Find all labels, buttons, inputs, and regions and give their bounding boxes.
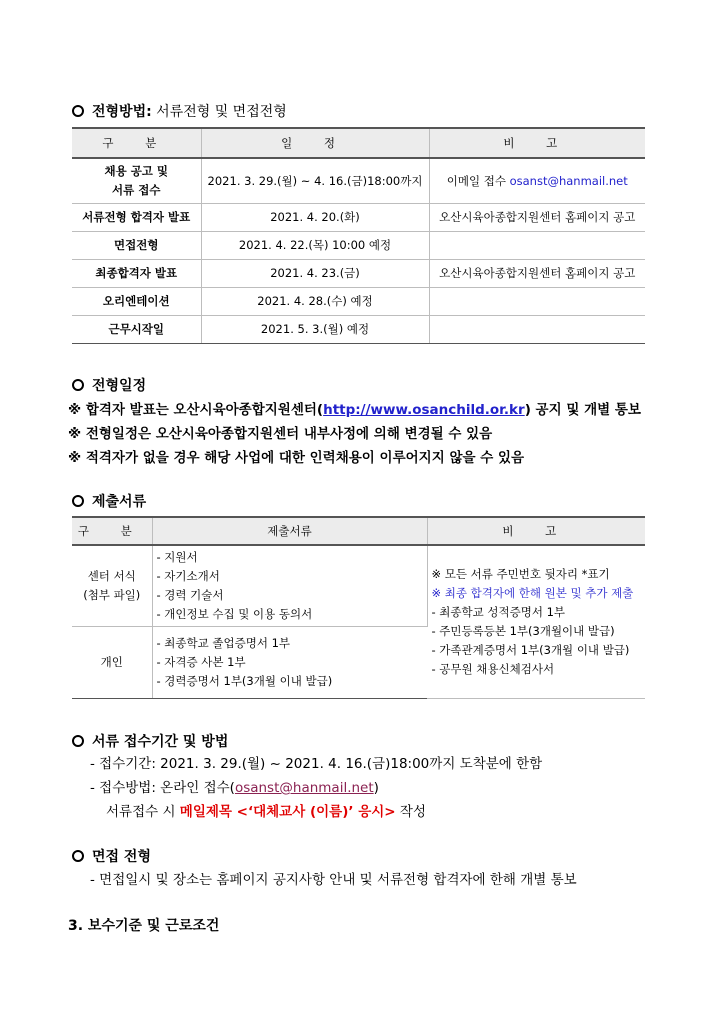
table-row [72, 545, 645, 626]
row-note [429, 231, 645, 259]
schedule-note-3: ※ 적격자가 없을 경우 해당 사업에 대한 인력채용이 이루어지지 않을 수 있음 [68, 450, 525, 466]
row-label: 근무시작일 [72, 315, 201, 343]
row-note: 오산시육아종합지원센터 홈페이지 공고 [429, 203, 645, 231]
header-category: 구 분 [72, 517, 152, 545]
email-link[interactable]: osanst@hanmail.net [234, 780, 374, 796]
header-schedule: 일 정 [201, 128, 429, 158]
list-item: - 지원서 [156, 549, 198, 564]
row-date: 2021. 4. 22.(목) 10:00 예정 [201, 231, 429, 259]
table-row [72, 315, 645, 343]
row-label: 최종합격자 발표 [72, 259, 201, 287]
remarks-cell [427, 545, 645, 698]
list-item: - 경력 기술서 [156, 587, 224, 602]
table-header-row [72, 128, 645, 158]
website-link[interactable]: http://www.osanchild.or.kr [323, 402, 525, 418]
circle-bullet-icon [72, 379, 84, 391]
email-link[interactable]: osanst@hanmail.net [509, 173, 628, 188]
remark-item: ※ 최종 합격자에 한해 원본 및 추가 제출 [431, 585, 634, 600]
table-row [72, 287, 645, 315]
table-row [72, 231, 645, 259]
submission-subject-note: 서류접수 시 메일제목 <‘대체교사 (이름)’ 응시> 작성 [106, 804, 426, 820]
schedule-note-2: ※ 전형일정은 오산시육아종합지원센터 내부사정에 의해 변경될 수 있음 [68, 426, 493, 442]
list-item: - 자격증 사본 1부 [156, 654, 246, 669]
group-items-center-form [152, 545, 427, 626]
schedule-table [72, 127, 645, 344]
section-submission-title: 서류 접수기간 및 방법 [72, 731, 228, 751]
remark-item: - 최종학교 성적증명서 1부 [431, 604, 566, 619]
interview-note: - 면접일시 및 장소는 홈페이지 공지사항 안내 및 서류전형 합격자에 한해 개별 통보 [90, 872, 577, 888]
remark-item: - 주민등록등본 1부(3개월이내 발급) [431, 623, 615, 638]
circle-bullet-icon [72, 850, 84, 862]
circle-bullet-icon [72, 105, 84, 117]
circle-bullet-icon [72, 495, 84, 507]
submission-period: - 접수기간: 2021. 3. 29.(월) ~ 2021. 4. 16.(금)18:00까지 도착분에 한함 [90, 756, 543, 772]
row-note [429, 315, 645, 343]
list-item: - 개인정보 수집 및 이용 동의서 [156, 606, 313, 621]
row-date: 2021. 5. 3.(월) 예정 [201, 315, 429, 343]
documents-table [72, 516, 645, 699]
section-documents-title: 제출서류 [72, 491, 146, 511]
list-item: - 최종학교 졸업증명서 1부 [156, 635, 291, 650]
row-label: 서류전형 합격자 발표 [72, 203, 201, 231]
row-note: 오산시육아종합지원센터 홈페이지 공고 [429, 259, 645, 287]
row-label: 채용 공고 및 서류 접수 [72, 158, 201, 203]
circle-bullet-icon [72, 735, 84, 747]
email-subject-format: 메일제목 <‘대체교사 (이름)’ 응시> [179, 804, 396, 820]
group-label-center-form: 센터 서식 (첨부 파일) [72, 545, 152, 626]
schedule-note-1: ※ 합격자 발표는 오산시육아종합지원센터(http://www.osanchild.or.kr) 공지 및 개별 통보 [68, 402, 641, 418]
remark-item: - 가족관계증명서 1부(3개월 이내 발급) [431, 642, 630, 657]
table-row [72, 259, 645, 287]
submission-method: - 접수방법: 온라인 접수(osanst@hanmail.net) [90, 780, 379, 796]
row-date: 2021. 4. 23.(금) [201, 259, 429, 287]
group-label-personal: 개인 [72, 626, 152, 698]
list-item: - 경력증명서 1부(3개월 이내 발급) [156, 673, 333, 688]
row-date: 2021. 4. 20.(화) [201, 203, 429, 231]
remark-item: - 공무원 채용신체검사서 [431, 661, 555, 676]
list-item: - 자기소개서 [156, 568, 220, 583]
row-label: 오리엔테이션 [72, 287, 201, 315]
header-documents: 제출서류 [152, 517, 427, 545]
table-header-row [72, 517, 645, 545]
table-row [72, 158, 645, 203]
row-date: 2021. 3. 29.(월) ~ 4. 16.(금)18:00까지 [201, 158, 429, 203]
row-note: 이메일 접수 osanst@hanmail.net [429, 158, 645, 203]
header-category: 구 분 [72, 128, 201, 158]
table-row [72, 203, 645, 231]
section-screening-method-title: 전형방법: 서류전형 및 면접전형 [72, 101, 287, 121]
remark-item: ※ 모든 서류 주민번호 뒷자리 *표기 [431, 566, 610, 581]
group-items-personal [152, 626, 427, 698]
section-interview-title: 면접 전형 [72, 846, 151, 866]
row-note [429, 287, 645, 315]
row-label: 면접전형 [72, 231, 201, 259]
section-salary-title: 3. 보수기준 및 근로조건 [68, 918, 220, 934]
row-date: 2021. 4. 28.(수) 예정 [201, 287, 429, 315]
header-remarks: 비 고 [427, 517, 645, 545]
section-schedule-title: 전형일정 [72, 375, 146, 395]
header-remarks: 비 고 [429, 128, 645, 158]
